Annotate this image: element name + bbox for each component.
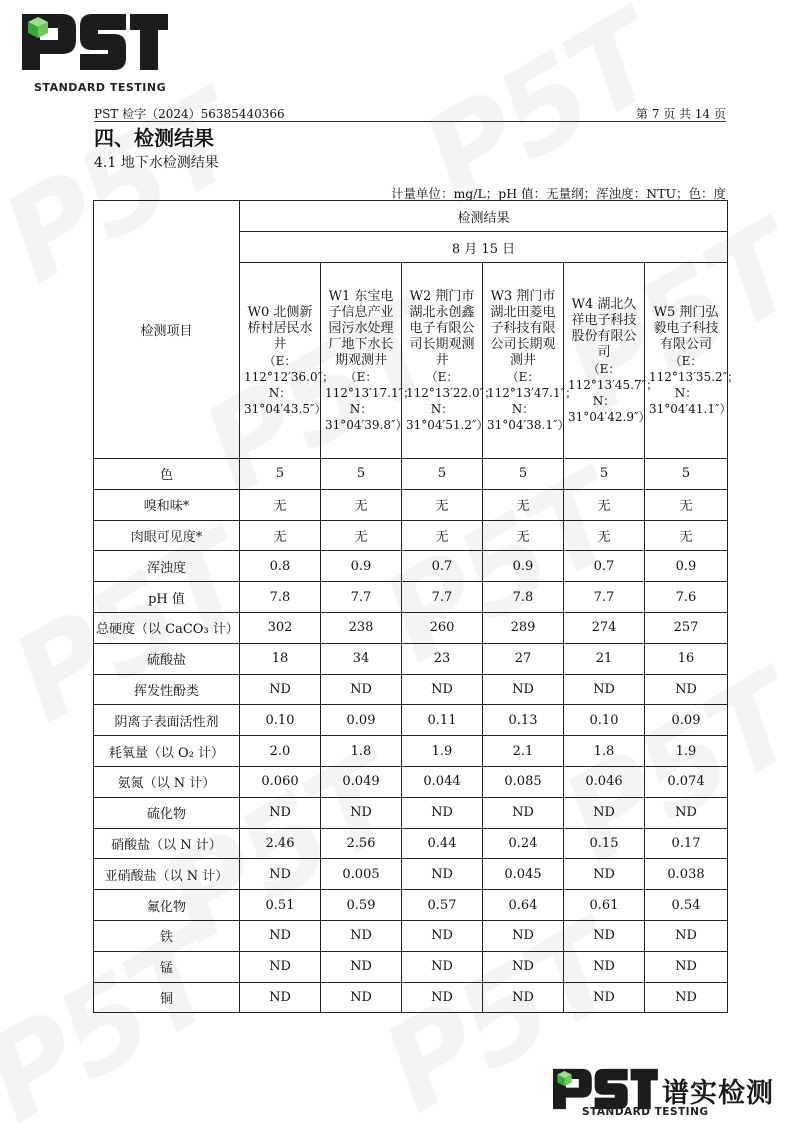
result-value: ND <box>402 859 483 890</box>
result-header: 检测结果 <box>240 201 728 232</box>
result-value: 289 <box>483 612 564 643</box>
item-name: 肉眼可见度* <box>94 520 240 551</box>
results-table <box>93 200 740 1013</box>
result-value: 0.54 <box>645 890 728 921</box>
item-name: pH 值 <box>94 582 240 613</box>
result-value: 0.9 <box>645 551 728 582</box>
result-value: ND <box>240 674 321 705</box>
page-header <box>94 104 726 122</box>
site-name: W1 东宝电子信息产业园污水处理厂地下水长期观测井 <box>328 288 394 368</box>
result-value: 0.9 <box>321 551 402 582</box>
table-row <box>94 551 728 582</box>
site-name: W5 荆门弘毅电子科技有限公司 <box>653 304 719 352</box>
result-value: ND <box>564 859 645 890</box>
result-value: ND <box>240 859 321 890</box>
site-coordinates: （E：112°13′35.2″；N：31°04′41.1″） <box>649 353 740 416</box>
report-number: PST 检字（2024）56385440366 <box>94 107 285 121</box>
result-value: 无 <box>564 520 645 551</box>
result-value: ND <box>321 982 402 1013</box>
item-name: 氨氮（以 N 计） <box>94 766 240 797</box>
result-value: 0.005 <box>321 859 402 890</box>
item-name: 铁 <box>94 920 240 951</box>
table-row <box>94 674 728 705</box>
result-value: ND <box>483 797 564 828</box>
result-value: ND <box>645 674 728 705</box>
brand-caption-bottom: STANDARD TESTING <box>582 1106 709 1118</box>
table-row <box>94 612 728 643</box>
result-value: 无 <box>645 489 728 520</box>
result-value: ND <box>645 920 728 951</box>
result-value: ND <box>240 982 321 1013</box>
result-value: ND <box>564 797 645 828</box>
result-value: 0.046 <box>564 766 645 797</box>
result-value: 302 <box>240 612 321 643</box>
result-value: 无 <box>645 520 728 551</box>
item-name: 硫化物 <box>94 797 240 828</box>
brand-logo-bottom <box>548 1066 788 1122</box>
site-name: W2 荆门市湖北永创鑫电子有限公司长期观测井 <box>409 288 475 368</box>
pst-logo-mark <box>18 10 168 74</box>
result-value: 5 <box>321 459 402 490</box>
table-row <box>94 643 728 674</box>
result-value: 7.8 <box>483 582 564 613</box>
result-value: 2.1 <box>483 736 564 767</box>
item-name: 总硬度（以 CaCO₃ 计） <box>94 612 240 643</box>
result-value: 238 <box>321 612 402 643</box>
result-value: ND <box>645 797 728 828</box>
item-name: 硝酸盐（以 N 计） <box>94 828 240 859</box>
result-value: 5 <box>564 459 645 490</box>
result-value: ND <box>321 674 402 705</box>
result-value: 无 <box>402 489 483 520</box>
site-coordinates: （E：112°12′36.0″；N：31°04′43.5″） <box>244 353 335 416</box>
page-number: 第 7 页 共 14 页 <box>636 107 726 121</box>
brand-cn-name: 谱实检测 <box>662 1078 774 1109</box>
item-name: 色 <box>94 459 240 490</box>
site-name: W0 北侧新桥村居民水井 <box>247 304 313 352</box>
result-value: 5 <box>483 459 564 490</box>
section-subtitle: 4.1 地下水检测结果 <box>94 155 219 171</box>
result-value: 无 <box>483 520 564 551</box>
result-value: 1.9 <box>645 736 728 767</box>
item-name: 耗氧量（以 O₂ 计） <box>94 736 240 767</box>
table-row <box>94 582 728 613</box>
result-value: ND <box>483 674 564 705</box>
site-header-4 <box>564 263 659 459</box>
result-value: ND <box>645 982 728 1013</box>
units-note: 计量单位：mg/L；pH 值：无量纲；浑浊度：NTU；色：度 <box>390 186 726 201</box>
result-value: 5 <box>402 459 483 490</box>
result-value: 0.045 <box>483 859 564 890</box>
result-value: 2.46 <box>240 828 321 859</box>
result-value: 23 <box>402 643 483 674</box>
site-header-5 <box>645 263 740 459</box>
result-value: 0.10 <box>564 705 645 736</box>
result-value: 0.9 <box>483 551 564 582</box>
item-name: 硫酸盐 <box>94 643 240 674</box>
result-value: 7.7 <box>564 582 645 613</box>
result-value: 0.24 <box>483 828 564 859</box>
result-value: 27 <box>483 643 564 674</box>
result-value: 0.44 <box>402 828 483 859</box>
item-name: 嗅和味* <box>94 489 240 520</box>
result-value: 0.15 <box>564 828 645 859</box>
table-row <box>94 797 728 828</box>
result-value: 5 <box>645 459 728 490</box>
result-value: ND <box>402 920 483 951</box>
site-coordinates: （E：112°13′17.1″；N：31°04′39.8″） <box>325 369 416 432</box>
result-value: 无 <box>240 520 321 551</box>
result-value: ND <box>402 982 483 1013</box>
item-name: 挥发性酚类 <box>94 674 240 705</box>
section-title: 四、检测结果 <box>94 126 214 150</box>
result-value: ND <box>564 674 645 705</box>
item-header: 检测项目 <box>94 201 240 459</box>
site-header-3 <box>483 263 578 459</box>
result-value: 274 <box>564 612 645 643</box>
site-coordinates: （E：112°13′47.1″；N：31°04′38.1″） <box>487 369 578 432</box>
table-body <box>94 459 728 1013</box>
table-row <box>94 459 728 490</box>
result-value: 0.085 <box>483 766 564 797</box>
result-value: 0.61 <box>564 890 645 921</box>
result-value: 无 <box>321 489 402 520</box>
result-value: ND <box>321 797 402 828</box>
result-value: 2.56 <box>321 828 402 859</box>
result-value: ND <box>483 982 564 1013</box>
table-row <box>94 982 728 1013</box>
result-value: ND <box>240 797 321 828</box>
result-value: 21 <box>564 643 645 674</box>
result-value: ND <box>645 951 728 982</box>
result-value: 无 <box>564 489 645 520</box>
result-value: 0.044 <box>402 766 483 797</box>
result-value: ND <box>402 951 483 982</box>
result-value: 0.09 <box>645 705 728 736</box>
result-value: 1.8 <box>321 736 402 767</box>
result-value: ND <box>483 920 564 951</box>
result-value: 0.59 <box>321 890 402 921</box>
result-value: 7.7 <box>402 582 483 613</box>
result-value: ND <box>564 920 645 951</box>
result-value: 无 <box>483 489 564 520</box>
result-value: 16 <box>645 643 728 674</box>
result-value: 无 <box>240 489 321 520</box>
result-value: 0.049 <box>321 766 402 797</box>
result-value: 5 <box>240 459 321 490</box>
item-name: 浑浊度 <box>94 551 240 582</box>
result-value: 0.57 <box>402 890 483 921</box>
result-value: 7.6 <box>645 582 728 613</box>
brand-logo-top <box>18 10 178 94</box>
site-header-2 <box>402 263 497 459</box>
result-value: 0.7 <box>402 551 483 582</box>
result-value: ND <box>321 951 402 982</box>
site-coordinates: （E：112°13′45.7″；N：31°04′42.9″） <box>568 361 659 424</box>
table-row <box>94 705 728 736</box>
result-value: 0.51 <box>240 890 321 921</box>
result-value: 0.038 <box>645 859 728 890</box>
table-header-row <box>94 201 728 232</box>
table-row <box>94 859 728 890</box>
site-name: W4 湖北久祥电子科技股份有限公司 <box>571 296 637 360</box>
result-value: 7.8 <box>240 582 321 613</box>
result-value: ND <box>240 951 321 982</box>
result-value: 1.8 <box>564 736 645 767</box>
result-value: 0.060 <box>240 766 321 797</box>
site-coordinates: （E：112°13′22.0″；N：31°04′51.2″） <box>406 369 497 432</box>
result-value: 7.7 <box>321 582 402 613</box>
result-value: ND <box>402 797 483 828</box>
site-header-1 <box>321 263 416 459</box>
result-value: ND <box>321 920 402 951</box>
item-name: 锰 <box>94 951 240 982</box>
table-row <box>94 890 728 921</box>
result-value: 0.17 <box>645 828 728 859</box>
result-value: 0.7 <box>564 551 645 582</box>
table-row <box>94 828 728 859</box>
item-name: 铜 <box>94 982 240 1013</box>
date-header: 8 月 15 日 <box>240 232 728 263</box>
result-value: 0.074 <box>645 766 728 797</box>
table-row <box>94 489 728 520</box>
result-value: ND <box>240 920 321 951</box>
item-name: 氟化物 <box>94 890 240 921</box>
result-value: 18 <box>240 643 321 674</box>
result-value: 无 <box>402 520 483 551</box>
result-value: 34 <box>321 643 402 674</box>
table-row <box>94 920 728 951</box>
result-value: 0.64 <box>483 890 564 921</box>
result-value: ND <box>564 982 645 1013</box>
brand-caption: STANDARD TESTING <box>34 81 167 94</box>
table-row <box>94 736 728 767</box>
site-name: W3 荆门市湖北田菱电子科技有限公司长期观测井 <box>490 288 556 368</box>
site-header-0 <box>240 263 335 459</box>
result-value: 0.09 <box>321 705 402 736</box>
result-value: 0.11 <box>402 705 483 736</box>
result-value: 无 <box>321 520 402 551</box>
result-value: 0.10 <box>240 705 321 736</box>
item-name: 亚硝酸盐（以 N 计） <box>94 859 240 890</box>
table-row <box>94 951 728 982</box>
result-value: 1.9 <box>402 736 483 767</box>
item-name: 阴离子表面活性剂 <box>94 705 240 736</box>
table-row <box>94 766 728 797</box>
result-value: ND <box>483 951 564 982</box>
result-value: 0.8 <box>240 551 321 582</box>
table-row <box>94 520 728 551</box>
result-value: 0.13 <box>483 705 564 736</box>
result-value: 2.0 <box>240 736 321 767</box>
result-value: ND <box>564 951 645 982</box>
result-value: 260 <box>402 612 483 643</box>
result-value: ND <box>402 674 483 705</box>
result-value: 257 <box>645 612 728 643</box>
